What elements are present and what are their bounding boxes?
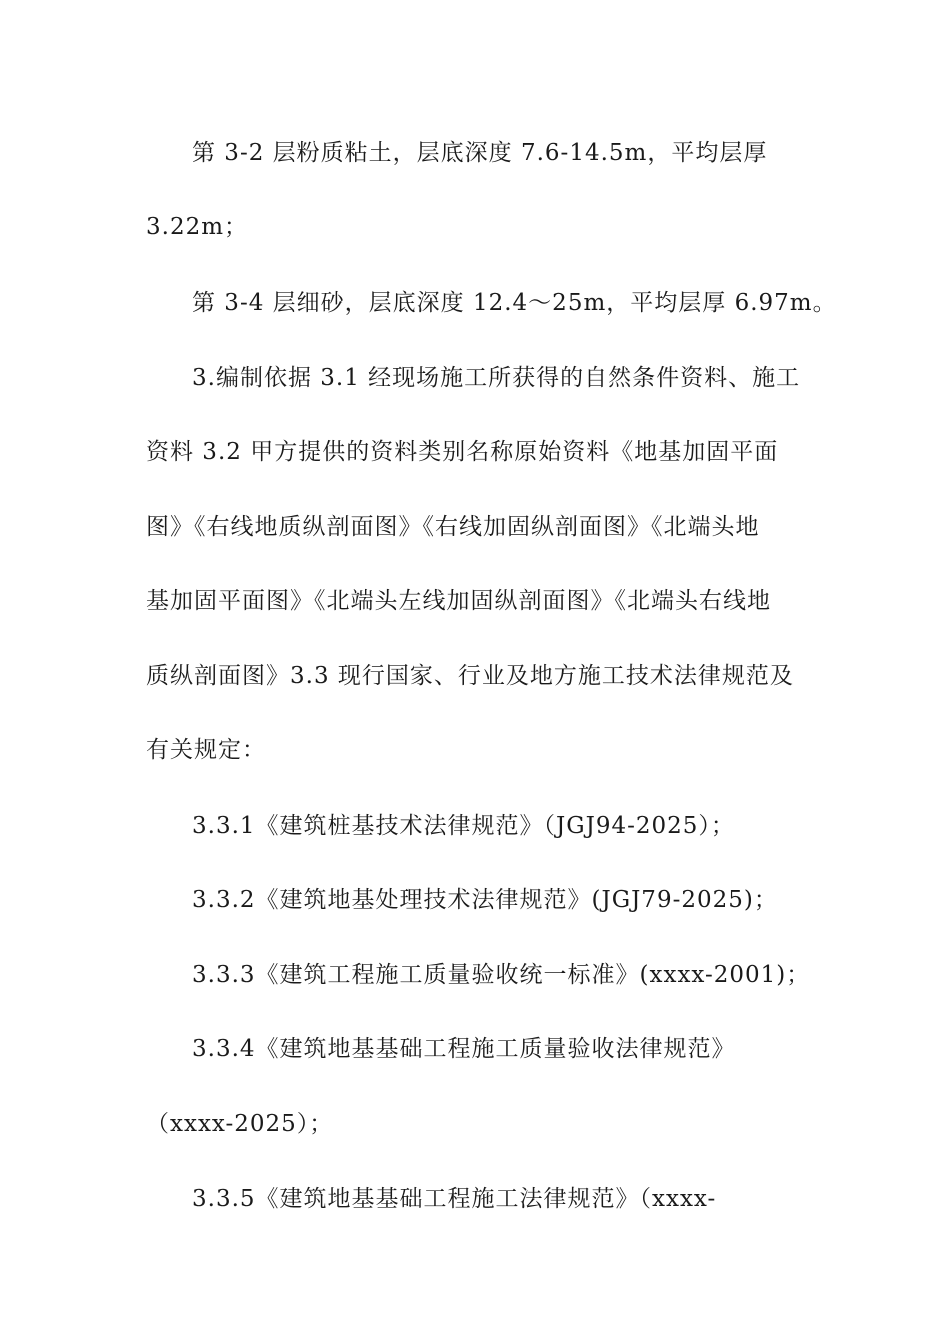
list-item-3-3-5: 3.3.5《建筑地基基础工程施工法律规范》（xxxx- (192, 1186, 717, 1212)
list-item-3-3-2: 3.3.2《建筑地基处理技术法律规范》(JGJ79-2025)； (192, 887, 778, 913)
paragraph-line-basis-3: 图》《右线地质纵剖面图》《右线加固纵剖面图》《北端头地 (146, 514, 760, 540)
paragraph-line-basis-1: 3.编制依据 3.1 经现场施工所获得的自然条件资料、施工 (192, 365, 801, 391)
paragraph-line-layer-3-2-cont: 3.22m； (146, 214, 249, 240)
paragraph-line-layer-3-2: 第 3-2 层粉质粘土，层底深度 7.6-14.5m，平均层厚 (192, 140, 768, 166)
paragraph-line-basis-2: 资料 3.2 甲方提供的资料类别名称原始资料《地基加固平面 (146, 439, 779, 465)
paragraph-line-layer-3-4: 第 3-4 层细砂，层底深度 12.4～25m，平均层厚 6.97m。 (192, 290, 837, 316)
list-item-3-3-3: 3.3.3《建筑工程施工质量验收统一标准》(xxxx-2001)； (192, 962, 811, 988)
list-item-3-3-1: 3.3.1《建筑桩基技术法律规范》（JGJ94-2025）； (192, 813, 735, 839)
list-item-3-3-4: 3.3.4《建筑地基基础工程施工质量验收法律规范》 (192, 1036, 736, 1062)
paragraph-line-basis-4: 基加固平面图》《北端头左线加固纵剖面图》《北端头右线地 (146, 588, 771, 614)
paragraph-line-basis-5: 质纵剖面图》3.3 现行国家、行业及地方施工技术法律规范及 (146, 663, 794, 689)
paragraph-line-basis-6: 有关规定： (146, 737, 266, 763)
list-item-3-3-4-cont: （xxxx-2025）； (146, 1111, 334, 1137)
